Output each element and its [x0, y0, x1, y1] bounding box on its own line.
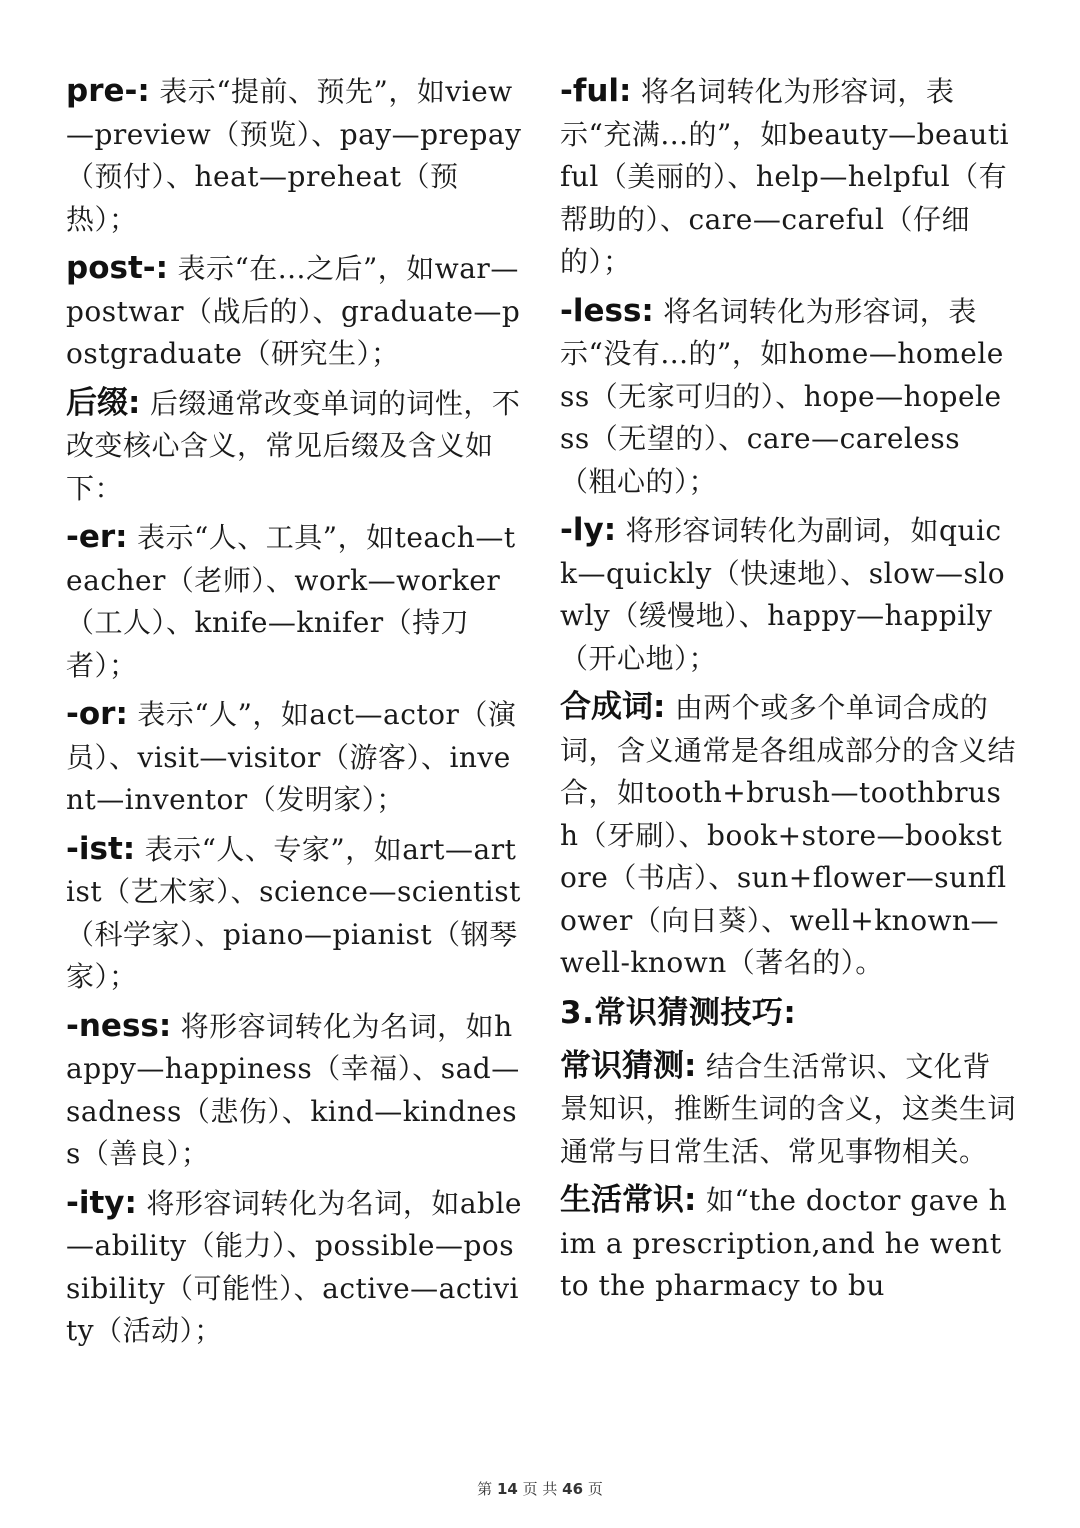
entry-term: -ful:	[560, 73, 632, 109]
entry-text: 表示“人、工具”，如teach—teacher（老师）、work—worker（工人）、knife—knifer（持刀者）；	[66, 521, 516, 682]
entry-text: 结合生活常识、文化背景知识，推断生词的含义，这类生词通常与日常生活、常见事物相关。	[560, 1049, 1017, 1168]
entry-text: 将名词转化为形容词，表示“充满...的”，如beauty—beautiful（美丽的）、help—helpful（有帮助的）、care—careful（仔细的）；	[560, 75, 1010, 278]
entry-term: -ly:	[560, 512, 617, 548]
right-column	[560, 70, 1016, 1314]
entry-text: 将形容词转化为名词，如able—ability（能力）、possible—possibility（可能性）、active—activity（活动）；	[66, 1186, 522, 1347]
entry-life-knowledge	[560, 1179, 1016, 1308]
entry-text: 后缀通常改变单词的词性，不改变核心含义，常见后缀及含义如下：	[66, 386, 521, 505]
entry-term: -less:	[560, 292, 654, 329]
entry-text: 如“the doctor gave him a prescription,and he went to the pharmacy to bu	[560, 1184, 1008, 1302]
entry-common-sense	[560, 1045, 1016, 1174]
entry-term: -ist:	[66, 830, 136, 867]
entry-text: 表示“在...之后”，如war—postwar（战后的）、graduate—postgraduate（研究生）；	[66, 252, 521, 370]
entry-less	[560, 290, 1016, 504]
entry-term: -ity:	[66, 1184, 137, 1221]
footer-prefix: 第	[477, 1480, 493, 1498]
entry-er	[66, 516, 522, 687]
entry-term: pre-:	[66, 73, 150, 109]
footer-middle: 页 共	[522, 1480, 558, 1498]
entry-term: post-:	[66, 250, 169, 286]
entry-text: 表示“提前、预先”，如view—preview（预览）、pay—prepay（预付）、heat—preheat（预热）；	[66, 75, 522, 236]
total-pages: 46	[562, 1480, 584, 1498]
entry-term: 生活常识:	[560, 1182, 697, 1218]
entry-suffix	[66, 382, 522, 511]
entry-ity	[66, 1182, 522, 1353]
entry-or	[66, 693, 522, 822]
entry-term: -or:	[66, 696, 128, 732]
entry-text: 表示“人、专家”，如art—artist（艺术家）、science—scientist（科学家）、piano—pianist（钢琴家）；	[66, 832, 521, 993]
entry-text: 由两个或多个单词合成的词，含义通常是各组成部分的含义结合，如tooth+brush—toothbrush（牙刷）、book+store—bookstore（书店）、sun+flower—sunflower（向日葵）、well+known—well-known（著名的）。	[560, 691, 1017, 979]
entry-term: 常识猜测:	[560, 1047, 697, 1084]
page-number: 14	[496, 1480, 518, 1498]
entry-ly	[560, 509, 1016, 680]
entry-compound	[560, 686, 1016, 985]
entry-ful	[560, 70, 1016, 284]
entry-post	[66, 247, 522, 376]
entry-ness	[66, 1005, 522, 1176]
entry-term: 合成词:	[560, 689, 666, 725]
entry-term: -er:	[66, 519, 128, 555]
entry-term: 后缀:	[66, 384, 141, 421]
entry-ist	[66, 828, 522, 999]
entry-text: 将名词转化为形容词，表示“没有...的”，如home—homeless（无家可归的）、hope—hopeless（无望的）、care—careless（粗心的）；	[560, 294, 1004, 498]
page-footer	[0, 1478, 1080, 1499]
section-heading: 3.常识猜测技巧:	[560, 994, 797, 1031]
entry-text: 表示“人”，如act—actor（演员）、visit—visitor（游客）、invent—inventor（发明家）；	[66, 698, 517, 816]
left-column	[66, 70, 522, 1359]
entry-text: 将形容词转化为副词，如quick—quickly（快速地）、slow—slowly（缓慢地）、happy—happily（开心地）；	[560, 514, 1006, 675]
entry-text: 将形容词转化为名词，如happy—happiness（幸福）、sad—sadness（悲伤）、kind—kindness（善良）；	[66, 1009, 520, 1170]
entry-term: -ness:	[66, 1007, 172, 1044]
entry-pre	[66, 70, 522, 241]
footer-suffix: 页	[587, 1480, 603, 1498]
